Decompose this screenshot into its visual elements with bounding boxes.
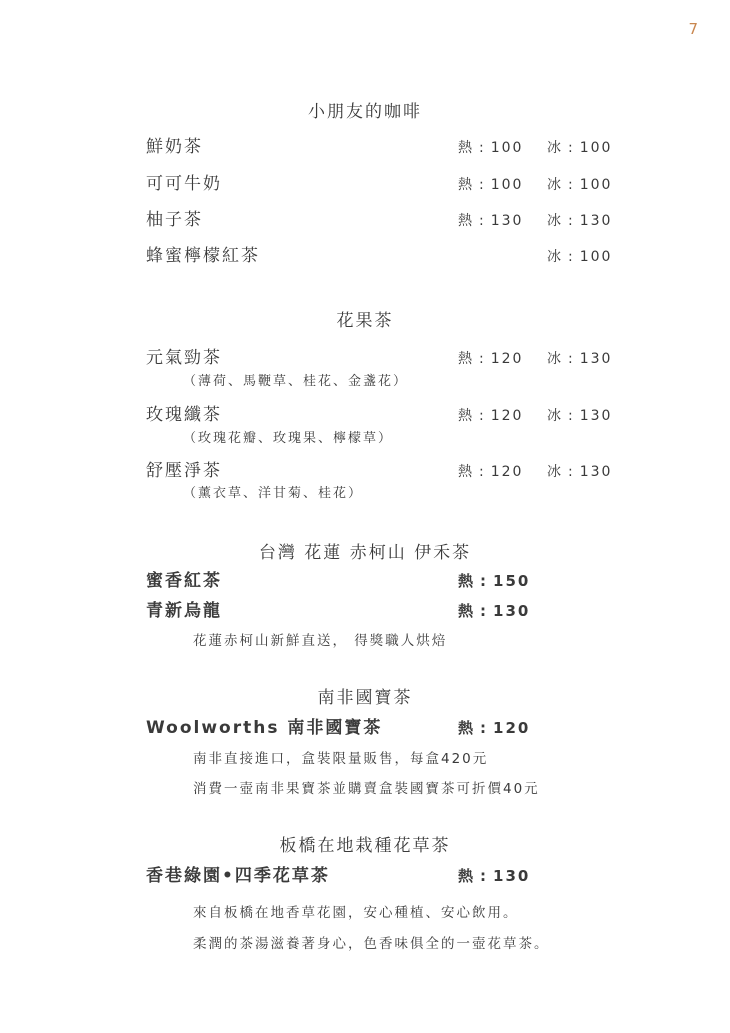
hot-value: 100 bbox=[490, 177, 524, 193]
hot-label: 熱 bbox=[458, 351, 472, 367]
price-colon: : bbox=[479, 140, 484, 156]
ice-value: 130 bbox=[579, 408, 613, 424]
ice-label: 冰 bbox=[547, 213, 561, 229]
ice-value: 100 bbox=[579, 177, 613, 193]
ice-price bbox=[547, 250, 612, 264]
section-note: 消費一壺南非果寶茶並購賣盒裝國寶茶可折價40元 bbox=[193, 781, 540, 797]
menu-item-row bbox=[0, 176, 730, 198]
hot-value: 130 bbox=[490, 213, 524, 229]
item-name: 玫瑰纖茶 bbox=[146, 405, 222, 425]
hot-price bbox=[458, 604, 530, 619]
section-note: 柔潤的茶湯滋養著身心，色香味俱全的一壺花草茶。 bbox=[193, 936, 550, 952]
section-title-local-herbal-tea: 板橋在地栽種花草茶 bbox=[279, 836, 451, 856]
ice-price bbox=[547, 214, 612, 228]
item-name: 元氣勁茶 bbox=[146, 348, 222, 368]
price-colon: : bbox=[479, 408, 484, 424]
price-colon: : bbox=[479, 177, 484, 193]
hot-value: 120 bbox=[490, 464, 524, 480]
price-colon: : bbox=[568, 249, 573, 265]
menu-item-row bbox=[0, 463, 730, 485]
item-name: 蜜香紅茶 bbox=[146, 571, 222, 591]
ice-value: 130 bbox=[579, 464, 613, 480]
menu-item-row bbox=[0, 139, 730, 161]
item-ingredients: （玫瑰花瓣、玫瑰果、檸檬草） bbox=[183, 431, 394, 446]
ice-value: 100 bbox=[579, 249, 613, 265]
hot-value: 100 bbox=[490, 140, 524, 156]
ice-price bbox=[547, 141, 612, 155]
item-name: 柚子茶 bbox=[146, 210, 203, 230]
item-ingredients: （薄荷、馬鞭草、桂花、金盞花） bbox=[183, 374, 409, 389]
hot-label: 熱 bbox=[458, 408, 472, 424]
hot-value: 120 bbox=[490, 408, 524, 424]
hot-price bbox=[458, 574, 530, 589]
ice-label: 冰 bbox=[547, 140, 561, 156]
hot-label: 熱 bbox=[458, 572, 474, 590]
hot-label: 熱 bbox=[458, 177, 472, 193]
price-colon: : bbox=[480, 867, 487, 885]
menu-item-row bbox=[0, 573, 730, 595]
price-colon: : bbox=[479, 464, 484, 480]
ice-label: 冰 bbox=[547, 177, 561, 193]
hot-value: 130 bbox=[493, 602, 531, 620]
hot-price bbox=[458, 721, 530, 736]
item-name: 蜂蜜檸檬紅茶 bbox=[146, 246, 260, 266]
item-name: 可可牛奶 bbox=[146, 174, 222, 194]
ice-value: 130 bbox=[579, 213, 613, 229]
hot-value: 120 bbox=[493, 719, 531, 737]
ice-value: 130 bbox=[579, 351, 613, 367]
price-colon: : bbox=[480, 602, 487, 620]
page-number: 7 bbox=[688, 20, 698, 38]
menu-item-row bbox=[0, 350, 730, 372]
item-name: 鮮奶茶 bbox=[146, 137, 203, 157]
price-colon: : bbox=[568, 140, 573, 156]
menu-item-row bbox=[0, 248, 730, 270]
hot-price bbox=[458, 409, 523, 423]
price-colon: : bbox=[568, 213, 573, 229]
menu-item-row bbox=[0, 868, 730, 890]
menu-item-row bbox=[0, 720, 730, 742]
hot-price bbox=[458, 141, 523, 155]
item-name: 青新烏龍 bbox=[146, 601, 222, 621]
price-colon: : bbox=[568, 177, 573, 193]
ice-value: 100 bbox=[579, 140, 613, 156]
hot-price bbox=[458, 178, 523, 192]
price-colon: : bbox=[480, 572, 487, 590]
ice-price bbox=[547, 465, 612, 479]
ice-label: 冰 bbox=[547, 408, 561, 424]
ice-price bbox=[547, 178, 612, 192]
section-note: 南非直接進口，盒裝限量販售，每盒420元 bbox=[193, 751, 489, 767]
section-title-kids-coffee: 小朋友的咖啡 bbox=[308, 102, 422, 122]
section-title-hualien-tea: 台灣 花蓮 赤柯山 伊禾茶 bbox=[258, 543, 472, 563]
price-colon: : bbox=[568, 464, 573, 480]
ice-price bbox=[547, 409, 612, 423]
hot-label: 熱 bbox=[458, 867, 474, 885]
section-title-rooibos-tea: 南非國寶茶 bbox=[317, 688, 413, 708]
item-name: 舒壓淨茶 bbox=[146, 461, 222, 481]
hot-value: 130 bbox=[493, 867, 531, 885]
ice-label: 冰 bbox=[547, 351, 561, 367]
price-colon: : bbox=[479, 351, 484, 367]
ice-label: 冰 bbox=[547, 249, 561, 265]
price-colon: : bbox=[480, 719, 487, 737]
hot-label: 熱 bbox=[458, 140, 472, 156]
hot-price bbox=[458, 352, 523, 366]
section-note: 來自板橋在地香草花園，安心種植、安心飲用。 bbox=[193, 905, 519, 921]
hot-value: 120 bbox=[490, 351, 524, 367]
price-colon: : bbox=[568, 351, 573, 367]
hot-label: 熱 bbox=[458, 464, 472, 480]
menu-item-row bbox=[0, 212, 730, 234]
hot-value: 150 bbox=[493, 572, 531, 590]
item-name: 香巷綠園•四季花草茶 bbox=[146, 866, 330, 886]
hot-label: 熱 bbox=[458, 602, 474, 620]
hot-label: 熱 bbox=[458, 719, 474, 737]
item-name: Woolworths 南非國寶茶 bbox=[146, 718, 383, 738]
menu-item-row bbox=[0, 603, 730, 625]
price-colon: : bbox=[568, 408, 573, 424]
hot-price bbox=[458, 869, 530, 884]
hot-label: 熱 bbox=[458, 213, 472, 229]
menu-item-row bbox=[0, 407, 730, 429]
ice-label: 冰 bbox=[547, 464, 561, 480]
section-title-fruit-flower-tea: 花果茶 bbox=[336, 311, 394, 331]
item-ingredients: （薰衣草、洋甘菊、桂花） bbox=[183, 486, 364, 501]
ice-price bbox=[547, 352, 612, 366]
hot-price bbox=[458, 214, 523, 228]
price-colon: : bbox=[479, 213, 484, 229]
hot-price bbox=[458, 465, 523, 479]
section-note: 花蓮赤柯山新鮮直送， 得獎職人烘焙 bbox=[193, 633, 448, 649]
